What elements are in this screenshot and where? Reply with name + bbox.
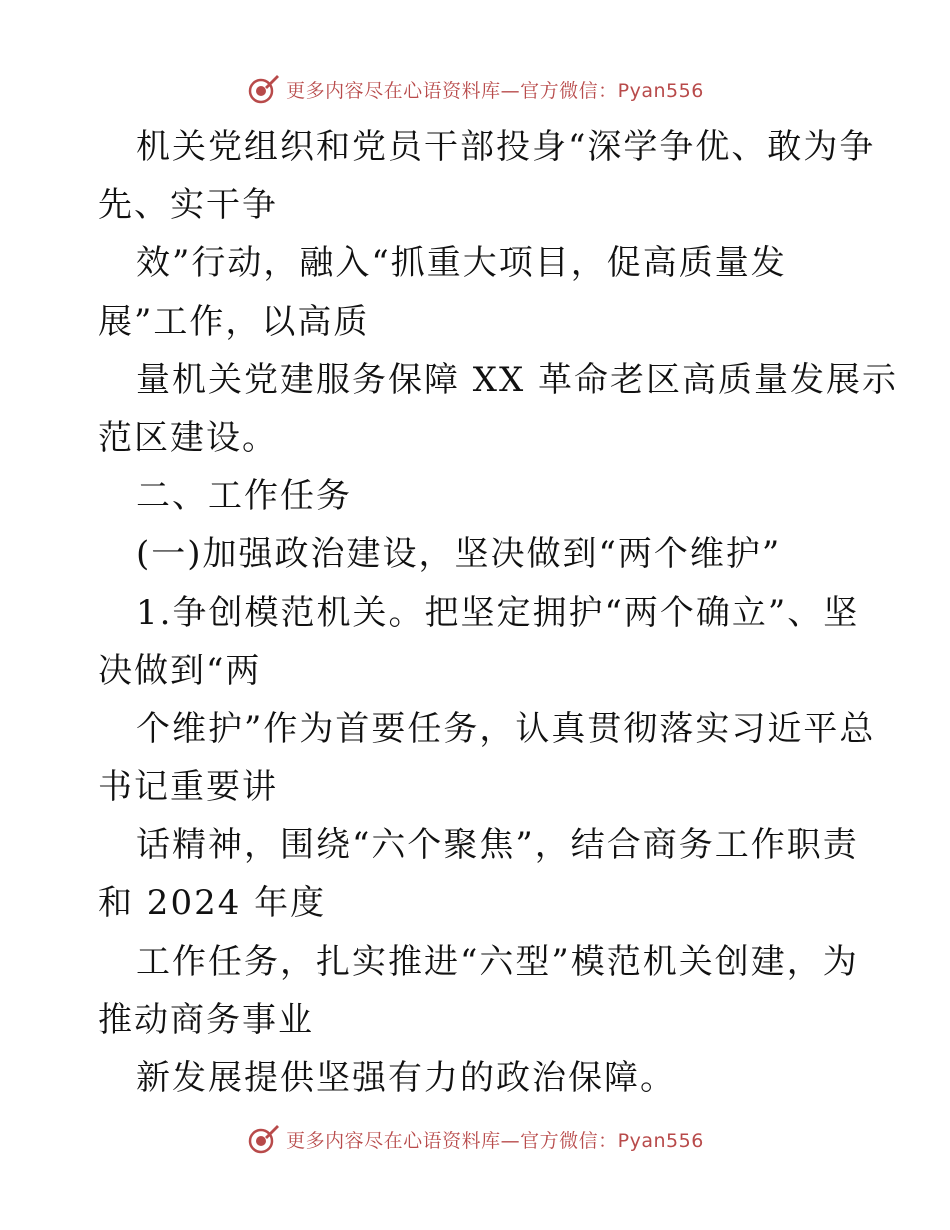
text-line: 话精神，围绕“六个聚焦”，结合商务工作职责 bbox=[136, 825, 859, 866]
text-line: 工作任务，扎实推进“六型”模范机关创建，为 bbox=[136, 941, 859, 982]
text-line: 范区建设。 bbox=[98, 417, 278, 458]
watermark-text: 更多内容尽在心语资料库—官方微信：Pyan556 bbox=[286, 79, 704, 102]
text-line: 个维护”作为首要任务，认真贯彻落实习近平总 bbox=[136, 708, 876, 749]
text-line: 和 2024 年度 bbox=[98, 883, 327, 924]
text-line: 机关党组织和党员干部投身“深学争优、敢为争 bbox=[136, 127, 876, 167]
text-line: 量机关党建服务保障 XX 革命老区高质量发展示 bbox=[136, 359, 899, 400]
footer-watermark bbox=[0, 1122, 950, 1156]
text-line: 书记重要讲 bbox=[98, 767, 278, 808]
header-watermark bbox=[0, 72, 950, 106]
text-line: 二、工作任务 bbox=[136, 476, 352, 517]
text-line: 决做到“两 bbox=[98, 650, 262, 691]
text-line: 新发展提供坚强有力的政治保障。 bbox=[136, 1058, 676, 1098]
text-line: 先、实干争 bbox=[98, 185, 278, 226]
pen-nib-circle-icon bbox=[246, 72, 280, 106]
document-body bbox=[98, 118, 899, 1107]
text-line: 推动商务事业 bbox=[98, 999, 314, 1040]
text-line: (一)加强政治建设，坚决做到“两个维护” bbox=[136, 534, 782, 575]
text-line: 效”行动，融入“抓重大项目，促高质量发 bbox=[136, 243, 787, 284]
pen-nib-circle-icon bbox=[246, 1122, 280, 1156]
text-line: 展”工作，以高质 bbox=[98, 301, 370, 342]
watermark-text: 更多内容尽在心语资料库—官方微信：Pyan556 bbox=[286, 1129, 704, 1152]
text-line: 1.争创模范机关。把坚定拥护“两个确立”、坚 bbox=[136, 592, 860, 633]
